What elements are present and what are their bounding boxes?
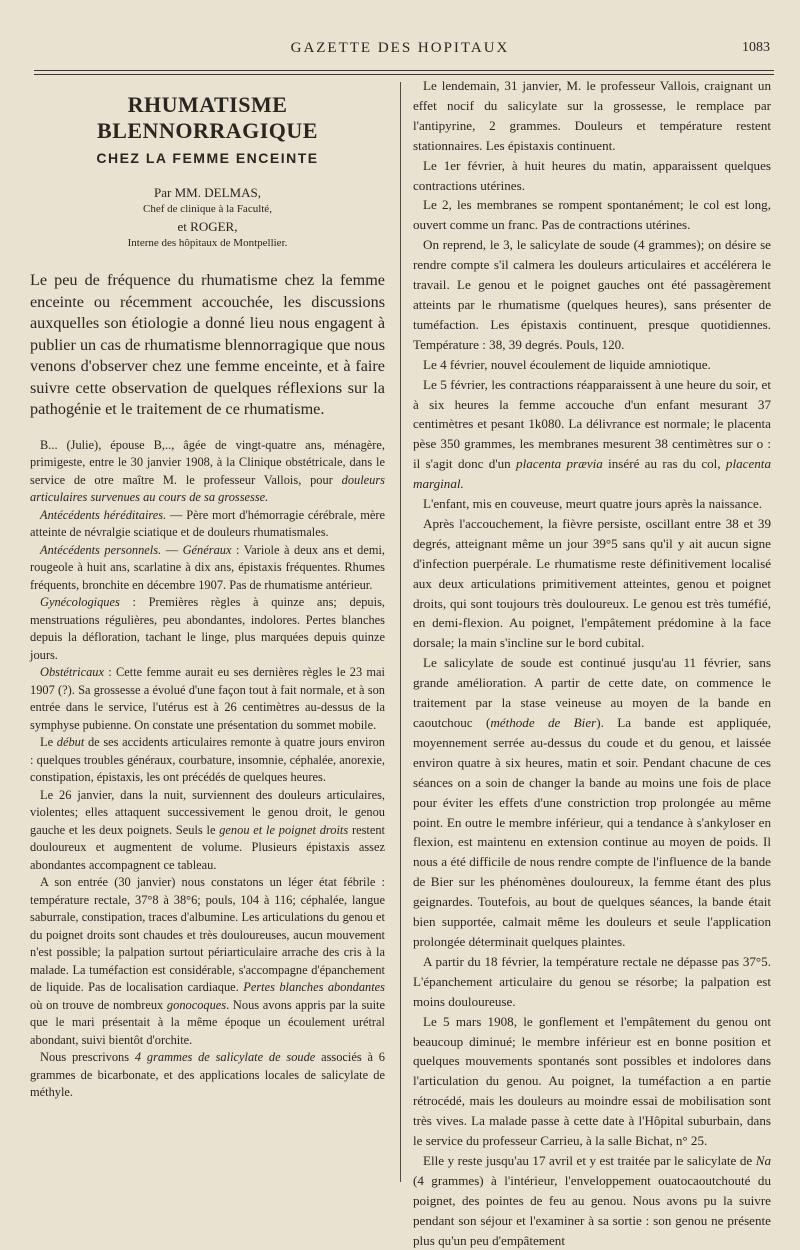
text-span: — Père mort d'hémorragie cérébrale, mère atteinte de névralgie sciatique et de douleurs rhumatismales. [30, 507, 385, 539]
text-span: : Cette femme aurait eu ses dernières règles le 23 mai 1907 (?). Sa grossesse a évolué d'une façon tout à fait normale, et à son entrée dans le service, l'utérus est à 26 centimètres au-dessus de la symphyse pubienne. On constate une présentation du sommet mobile. [30, 665, 385, 732]
page-number: 1083 [742, 40, 770, 55]
emphasis: méthode de Bier [490, 715, 597, 730]
paragraph [413, 375, 771, 494]
paragraph [30, 664, 385, 734]
paragraph [30, 507, 385, 542]
emphasis: Pertes blanches abondantes [243, 980, 385, 994]
text-span: (4 grammes) à l'intérieur, l'enveloppement ouatocaoutchouté du poignet, des pointes de feu au genou. Nous avons pu la suivre pendant son séjour et l'examiner à sa sortie : son genou ne présente plus qu'un peu d'empâtement [413, 1172, 771, 1248]
running-head [0, 38, 800, 60]
header-rule-thin [34, 74, 774, 75]
right-column [413, 76, 771, 1250]
text-span: associés à 6 grammes de bicarbonate, et des applications locales de salicylate de méthyle. [30, 1050, 385, 1099]
byline-by: Par MM. DELMAS, [154, 185, 261, 200]
text-span: Elle y reste jusqu'au 17 avril et y est traitée par le salicylate de [423, 1152, 756, 1168]
text-span: ). La bande est appliquée, moyennement serrée au-dessus du coude et du genou, et laissée environ quatre à six heures, matin et soir. Pendant chacune de ces séances on a soin de changer la bande au moins une fois de place pour éviter les effets d'une constriction trop prolongée au même point. En outre le membre inférieur, qui a tendance à s'ankyloser en flexion, est maintenu en extension continue au moyen de poids. Il nous a été difficile de nous rendre compte de l'influence de la bande de Bier sur les phénomènes douloureux, la femme étant des plus geignardes. Toutefois, au bout de quelques séances, la bande était bien supportée, calmait même les douleurs et seule l'application prolongée déterminait quelques plaintes. [413, 715, 771, 949]
text-span: Nous prescrivons [40, 1050, 135, 1064]
article-title: RHUMATISME BLENNORRAGIQUE [97, 92, 318, 143]
text-span: . Nous avons appris par la suite que le mari présentait à la même époque un écoulement urétral abondant, suivi bientôt d'orchite. [30, 997, 385, 1047]
article-subtitle: CHEZ LA FEMME ENCEINTE [96, 150, 319, 166]
text-span: où on trouve de nombreux [30, 997, 167, 1012]
author1-role: Chef de clinique à la Faculté, [143, 203, 272, 215]
emphasis: Antécédents héréditaires. [40, 507, 167, 522]
emphasis: Antécédents personnels. [40, 542, 162, 557]
text-span: restent douloureux et augmentent de volume. Plusieurs épistaxis assez abondantes accompagnent ce tableau. [30, 822, 385, 872]
paragraph: Le 1er février, à huit heures du matin, apparaissent quelques contractions utérines. [413, 157, 771, 193]
paragraph [30, 874, 385, 1049]
paragraph [30, 1049, 385, 1102]
paragraph [413, 1151, 771, 1250]
emphasis: Obstétricaux [40, 665, 105, 679]
emphasis: douleurs articulaires survenues au cours de sa grossesse. [30, 472, 385, 504]
header-rule-thick [34, 70, 774, 71]
text-span: Le 5 février, les contractions réapparaissent à une heure du soir, et à six heures la femme accouche d'un enfant mesurant 37 centimètres et pesant 1k080. La délivrance est normale; le placenta pèse 350 grammes, les membranes mesurent 38 centimètres sur o : il s'agit donc d'un [413, 376, 771, 472]
byline [30, 184, 385, 252]
emphasis: placenta marginal. [413, 456, 771, 492]
text-span: Le [40, 735, 57, 749]
paragraph [30, 787, 385, 875]
byline-and: et ROGER, [177, 219, 238, 234]
author2-role: Interne des hôpitaux de Montpellier. [127, 237, 288, 249]
paragraph [30, 542, 385, 595]
column-divider [400, 82, 401, 1182]
left-column [30, 86, 385, 1102]
paragraph: Le lendemain, 31 janvier, M. le professeur Vallois, craignant un effet nocif du salicylate sur la grossesse, le remplace par l'antipyrine, 2 grammes. Douleurs et température restent stationnaires. Les épistaxis continuent. [413, 78, 771, 153]
paragraph: Le 4 février, nouvel écoulement de liquide amniotique. [423, 356, 711, 372]
emphasis: placenta prævia [516, 456, 603, 472]
text-span: B... (Julie), épouse B,.., âgée de vingt-quatre ans, ménagère, primigeste, entre le 30 janvier 1908, à la Clinique obstétricale, dans le service de otre maître M. le professeur Vallois, pour [30, 437, 385, 487]
lead-paragraph: Le peu de fréquence du rhumatisme chez la femme enceinte ou récemment accouchée, les discussions auxquelles son étiologie a donné lieu nous engagent à publier un cas de rhumatisme blennorragique que nous venons d'observer chez une femme enceinte, et à faire suivre cette observation de quelques réflexions sur la pathogénie et le traitement de ce rhumatisme. [30, 271, 385, 418]
paragraph: Après l'accouchement, la fièvre persiste, oscillant entre 38 et 39 degrés, atteignant même un jour 39°5 sans qu'il y ait aucun signe d'infection puerpérale. Le rhumatisme reste définitivement localisé aux deux articulations primitivement atteintes, genou et poignet droits, qui sont toujours très douloureux. Le genou est très tuméfié, en demi-flexion. Au poignet, l'empâtement prédomine à la face dorsale; la main s'incline sur le bord cubital. [413, 515, 771, 651]
paragraph: Le 2, les membranes se rompent spontanément; le col est long, ouvert comme un franc. Pas de contractions utérines. [413, 197, 771, 233]
text-span: inséré au ras du col, [602, 456, 726, 472]
text-span: de ses accidents articulaires remonte à quatre jours environ : quelques troubles généraux, courbature, insomnie, céphalée, anorexie, constipation, épistaxis, les ont précédés de quelques heures. [30, 735, 385, 784]
text-span: Le 26 janvier, dans la nuit, surviennent des douleurs articulaires, violentes; elles attaquent successivement le genou droit, le genou gauche et les deux poignets. Seuls le [30, 787, 385, 837]
paragraph [413, 653, 771, 952]
paragraph: A partir du 18 février, la température rectale ne dépasse pas 37°5. L'épanchement articulaire du genou se résorbe; la palpation est moins douloureuse. [413, 953, 771, 1009]
emphasis: genou et le poignet droits [219, 822, 349, 837]
emphasis: Gynécologiques [40, 595, 120, 609]
emphasis: début [56, 735, 85, 749]
emphasis: gonocoques [166, 997, 227, 1012]
paragraph [30, 734, 385, 787]
text-span: — [161, 542, 183, 557]
emphasis: Généraux [182, 542, 232, 557]
emphasis: 4 grammes de salicylate de soude [134, 1050, 316, 1064]
paragraph: On reprend, le 3, le salicylate de soude (4 grammes); on désire se rendre compte s'il calmera les douleurs articulaires et accélérera le travail. Le genou et le poignet gauches ont été passagèrement atteints par le rhumatisme (quelques heures), sans présenter de tuméfaction. Les épistaxis continuent, presque quotidiennes. Température : 38, 39 degrés. Pouls, 120. [413, 237, 771, 352]
emphasis: Na [755, 1152, 771, 1168]
text-span: Le salicylate de soude est continué jusqu'au 11 février, sans grande amélioration. A partir de cette date, on commence le traitement par la stase veineuse au moyen de la bande en caoutchouc ( [413, 655, 771, 730]
text-span: A son entrée (30 janvier) nous constatons un léger état fébrile : température rectale, 37°8 à 38°6; pouls, 104 à 116; céphalée, langue saburrale, constipation, traces d'albumine. Les articulations du genou et du poignet droits sont chaudes et très douloureuses, aucun mouvement n'est possible; la palpation surtout périarticulaire arrache des cris à la malade. La tuméfaction est considérable, s'accompagne d'épanchement de liquide. Pas de localisation cardiaque. [30, 875, 385, 994]
text-span: : Variole à deux ans et demi, rougeole à huit ans, scarlatine à dix ans, épistaxis fréquentes. Rhumes fréquents, bronchite en décembre 1907. Pas de rhumatisme antérieur. [30, 542, 385, 592]
paragraph [30, 437, 385, 507]
journal-title: GAZETTE DES HOPITAUX [290, 40, 510, 56]
paragraph [30, 594, 385, 664]
paragraph: L'enfant, mis en couveuse, meurt quatre jours après la naissance. [423, 496, 763, 512]
text-span: : Premières règles à quinze ans; depuis, menstruations régulières, peu abondantes, indolores. Pertes blanches depuis la défloration, tachant le linge, plus marquées depuis quinze jours. [30, 595, 385, 662]
paragraph: Le 5 mars 1908, le gonflement et l'empâtement du genou ont beaucoup diminué; le membre inférieur est en bonne position et quelques mouvements spontanés sont possibles et indolores dans l'articulation du genou. Au poignet, la tuméfaction a en partie rétrocédé, mais les douleurs au moindre essai de mobilisation sont très vives. La malade passe à cette date à l'Hôpital suburbain, dans le service du professeur Carrieu, à la salle Bichat, n° 25. [413, 1013, 771, 1149]
